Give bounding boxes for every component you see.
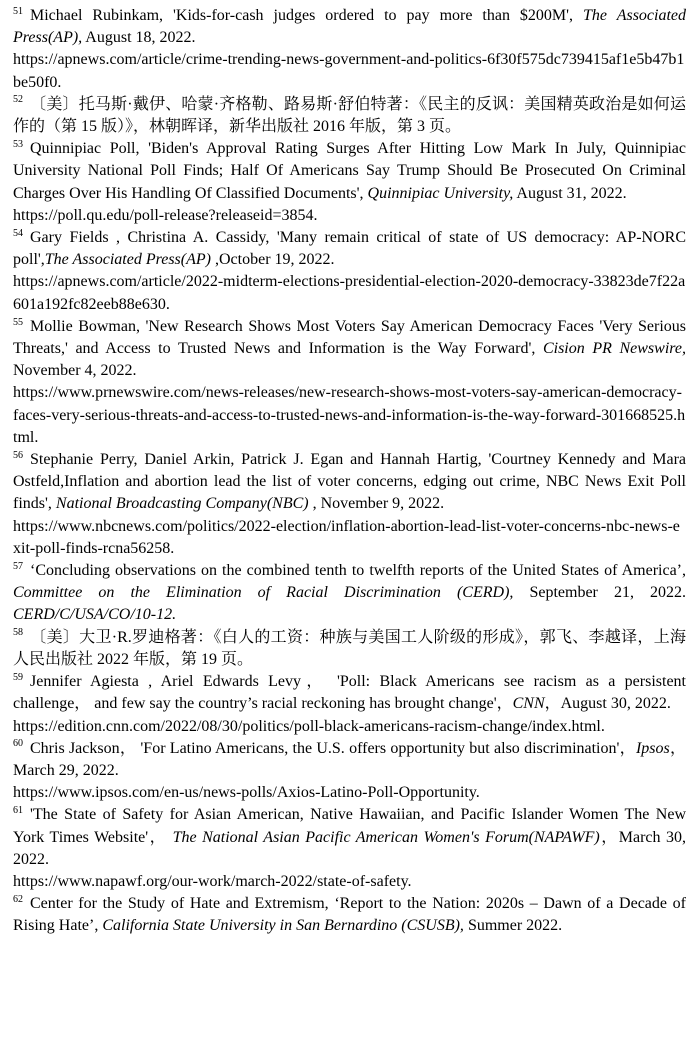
footnote-url: https://apnews.com/article/crime-trending-news-government-and-politics-6f30f575dc739415af1e5b47b1be50f0. (13, 51, 685, 91)
footnote-53 (13, 138, 686, 227)
footnote-url: https://www.prnewswire.com/news-releases/new-research-shows-most-voters-say-american-democracy-faces-very-serious-threats-and-access-to-trusted-news-and-information-is-the-way-forward-301668525.html. (13, 384, 686, 446)
footnote-61 (13, 804, 686, 893)
footnote-text-segment: Jennifer Agiesta , Ariel Edwards Levy， 'Poll: Black Americans see racism as a persistent challenge， and few say the country’s racial reckoning has brought change'， (13, 673, 686, 713)
footnote-url: https://www.napawf.org/our-work/march-2022/state-of-safety. (13, 872, 412, 890)
footnote-text-segment: Center for the Study of Hate and Extremism, ‘Report to the Nation: 2020s – Dawn of a Decade of Rising Hate’, (13, 895, 686, 935)
footnote-text-segment: August 31, 2022. (513, 184, 627, 202)
footnote-number: 60 (13, 738, 23, 750)
footnote-text-segment: Quinnipiac University, (367, 184, 514, 202)
footnote-58 (13, 627, 686, 671)
footnote-60 (13, 738, 686, 805)
footnote-57 (13, 560, 686, 627)
footnote-56 (13, 449, 686, 560)
footnote-text-segment: September 21, 2022. (513, 584, 686, 602)
footnotes-list (13, 5, 686, 938)
footnote-52 (13, 94, 686, 138)
footnote-number: 56 (13, 449, 23, 461)
footnote-number: 55 (13, 316, 23, 328)
footnote-number: 59 (13, 671, 23, 683)
footnote-text-segment: Summer 2022. (463, 917, 563, 935)
footnote-url: https://apnews.com/article/2022-midterm-elections-presidential-election-2020-democracy-33823de7f22a601a192fc82eeb88e630. (13, 273, 686, 313)
footnote-text-segment: , November 9, 2022. (308, 495, 445, 513)
footnote-text-segment: National Broadcasting Company(NBC) (55, 495, 309, 513)
footnote-text-segment: CNN (512, 695, 545, 713)
footnote-text-segment: The National Asian Pacific American Women's Forum(NAPAWF) (172, 828, 600, 846)
footnote-text-segment: 'The State of Safety for Asian American, Native Hawaiian, and Pacific Islander Women The New York Times Website'， (13, 806, 686, 846)
footnote-text-segment: Mollie Bowman, 'New Research Shows Most Voters Say American Democracy Faces 'Very Serious Threats,' and Access to Trusted News and Information is the Way Forward', (13, 317, 686, 358)
footnote-number: 58 (13, 627, 23, 639)
footnote-text-segment: Gary Fields , Christina A. Cassidy, 'Many remain critical of state of US democracy: AP-NORC poll', (13, 229, 686, 269)
footnote-number: 62 (13, 893, 23, 905)
footnote-59 (13, 671, 686, 738)
footnote-55 (13, 316, 686, 449)
footnote-text-segment: CERD/C/USA/CO/10-12. (13, 606, 177, 624)
footnote-text-segment: ,October 19, 2022. (210, 251, 335, 269)
footnote-text-segment: Quinnipiac Poll, 'Biden's Approval Rating Surges After Hitting Low Mark In July, Quinnipiac University National Poll Finds; Half Of Americans Say Trump Should Be Prosecuted On Criminal Charges Over His Handling Of Classified Documents', (13, 140, 686, 202)
footnote-text-segment: November 4, 2022. (13, 362, 137, 380)
footnote-text-segment: The Associated Press(AP) (44, 251, 211, 269)
footnote-text-segment: August 18, 2022. (82, 29, 196, 47)
footnote-url: https://poll.qu.edu/poll-release?releaseid=3854. (13, 206, 318, 224)
footnote-number: 54 (13, 227, 23, 239)
footnote-text-segment: ，March 29, 2022. (13, 739, 686, 779)
footnote-text-segment: ，March 30, 2022. (13, 828, 686, 868)
footnote-54 (13, 227, 686, 316)
footnote-text-segment: Cision PR Newswire, (542, 340, 687, 358)
footnote-62 (13, 893, 686, 937)
footnote-url: https://www.ipsos.com/en-us/news-polls/Axios-Latino-Poll-Opportunity. (13, 784, 480, 802)
footnote-text-segment: Stephanie Perry, Daniel Arkin, Patrick J. Egan and Hannah Hartig, 'Courtney Kennedy and Mara Ostfeld,Inflation and abortion lead the list of voter concerns, edging out crime, NBC News Exit Poll finds', (13, 451, 686, 513)
footnote-51 (13, 5, 686, 94)
footnote-text-segment: Michael Rubinkam, 'Kids-for-cash judges ordered to pay more than $200M', (30, 7, 584, 24)
footnote-text-segment: ‘Concluding observations on the combined tenth to twelfth reports of the United States of America’, (30, 562, 686, 580)
footnote-text-segment: California State University in San Bernardino (CSUSB), (102, 917, 464, 935)
footnote-text-segment: Chris Jackson， 'For Latino Americans, the U.S. offers opportunity but also discrimination'， (30, 739, 636, 757)
footnote-number: 53 (13, 138, 23, 150)
footnote-text-segment: ，August 30, 2022. (544, 695, 671, 713)
footnote-text-segment: 〔美〕托马斯·戴伊、哈蒙·齐格勒、路易斯·舒伯特著：《民主的反讽：美国精英政治是如何运作的（第 15 版）》，林朝晖译，新华出版社 2016 年版，第 3 页。 (13, 95, 686, 136)
footnote-url: https://edition.cnn.com/2022/08/30/politics/poll-black-americans-racism-change/index.html. (13, 717, 605, 735)
footnote-number: 61 (13, 804, 23, 816)
footnote-text-segment: Ipsos (635, 739, 670, 757)
footnote-url: https://www.nbcnews.com/politics/2022-election/inflation-abortion-lead-list-voter-concerns-nbc-news-exit-poll-finds-rcna56258. (13, 517, 680, 557)
footnote-text-segment: The Associated Press(AP), (13, 7, 687, 47)
footnote-number: 51 (13, 5, 23, 17)
footnote-text-segment: Committee on the Elimination of Racial Discrimination (CERD), (13, 584, 514, 602)
footnote-text-segment: 〔美〕大卫·R.罗迪格著：《白人的工资：种族与美国工人阶级的形成》，郭飞、李越译，上海人民出版社 2022 年版，第 19 页。 (13, 628, 686, 668)
footnote-number: 57 (13, 560, 23, 572)
footnote-number: 52 (13, 94, 23, 106)
